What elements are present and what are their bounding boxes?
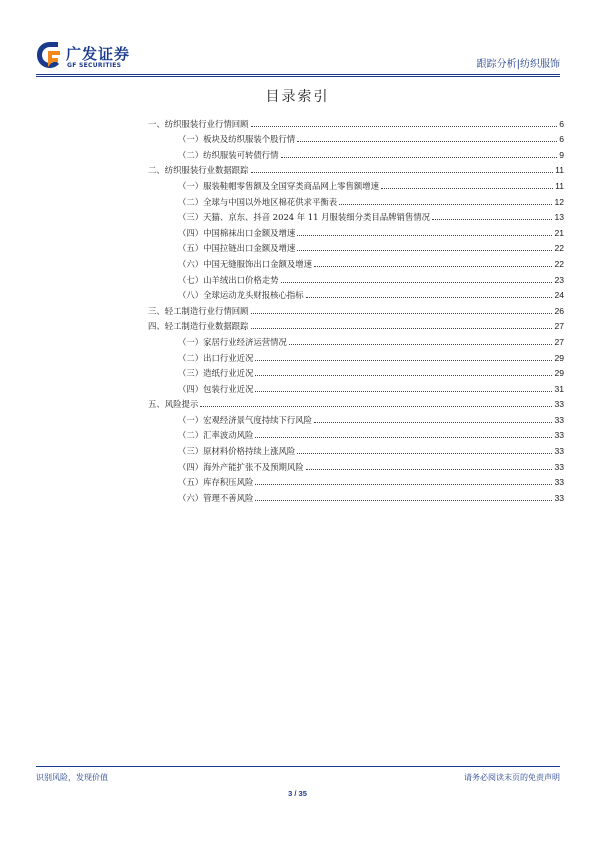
toc-dot-leader: [255, 436, 552, 438]
toc-dot-leader: [314, 265, 552, 267]
toc-subsection-entry[interactable]: [148, 425, 564, 441]
toc-subsection-entry[interactable]: [148, 191, 564, 207]
table-of-contents: [148, 113, 564, 503]
footer-disclaimer-note: 请务必阅读末页的免责声明: [464, 773, 560, 782]
toc-title: 目录索引: [265, 89, 330, 105]
toc-dot-leader: [306, 468, 553, 470]
toc-subsection-entry[interactable]: [148, 347, 564, 363]
toc-subsection-entry[interactable]: [148, 440, 564, 456]
toc-section-entry[interactable]: [148, 316, 564, 332]
toc-dot-leader: [432, 218, 552, 220]
toc-entry-page: 33: [554, 461, 564, 472]
toc-entry-page: 11: [555, 180, 564, 191]
footer-slogan: 识别风险，发现价值: [36, 773, 108, 782]
toc-entry-page: 33: [554, 446, 564, 457]
toc-dot-leader: [200, 405, 552, 407]
toc-entry-text: （七）山羊绒出口价格走势: [178, 274, 279, 285]
toc-subsection-entry[interactable]: [148, 144, 564, 160]
toc-subsection-entry[interactable]: [148, 175, 564, 191]
toc-entry-page: 11: [555, 165, 564, 176]
toc-entry-page: 33: [554, 492, 564, 503]
toc-entry-page: 13: [554, 212, 564, 223]
toc-entry-text: （一）板块及纺织服装个股行情: [178, 134, 296, 145]
toc-entry-text: （三）造纸行业近况: [178, 368, 254, 379]
toc-entry-page: 29: [554, 368, 564, 379]
toc-entry-text: （三）原材料价格持续上涨风险: [178, 446, 296, 457]
toc-entry-page: 23: [554, 274, 564, 285]
toc-entry-text: 二、纺织服装行业数据跟踪: [148, 165, 249, 176]
toc-dot-leader: [251, 171, 554, 173]
toc-subsection-entry[interactable]: [148, 409, 564, 425]
toc-entry-page: 31: [554, 383, 564, 394]
toc-entry-page: 12: [554, 196, 564, 207]
toc-entry-text: （五）库存积压风险: [178, 477, 254, 488]
toc-dot-leader: [255, 374, 552, 376]
toc-entry-page: 6: [559, 134, 564, 145]
toc-dot-leader: [339, 203, 552, 205]
toc-entry-text: （一）宏观经济景气度持续下行风险: [178, 414, 312, 425]
toc-dot-leader: [381, 187, 553, 189]
toc-entry-text: （六）中国无缝服饰出口金额及增速: [178, 258, 312, 269]
toc-subsection-entry[interactable]: [148, 487, 564, 503]
company-logo: [36, 40, 176, 74]
toc-dot-leader: [251, 312, 553, 314]
toc-subsection-entry[interactable]: [148, 331, 564, 347]
toc-dot-leader: [255, 390, 552, 392]
toc-dot-leader: [251, 125, 558, 127]
toc-dot-leader: [297, 452, 552, 454]
toc-dot-leader: [255, 499, 552, 501]
toc-entry-text: （四）中国棉袜出口金额及增速: [178, 227, 296, 238]
toc-dot-leader: [281, 156, 558, 158]
toc-dot-leader: [314, 421, 552, 423]
toc-entry-page: 22: [554, 258, 564, 269]
toc-entry-text: （二）出口行业近况: [178, 352, 254, 363]
toc-subsection-entry[interactable]: [148, 238, 564, 254]
toc-subsection-entry[interactable]: [148, 472, 564, 488]
page-number: 3 / 35: [288, 789, 307, 798]
toc-entry-page: 33: [554, 399, 564, 410]
toc-dot-leader: [297, 249, 552, 251]
toc-dot-leader: [281, 281, 553, 283]
toc-entry-text: （四）海外产能扩张不及预期风险: [178, 461, 304, 472]
toc-section-entry[interactable]: [148, 394, 564, 410]
toc-entry-page: 26: [554, 305, 564, 316]
gf-logo-icon: [36, 40, 64, 70]
toc-entry-text: （二）纺织服装可转债行情: [178, 149, 279, 160]
toc-dot-leader: [255, 483, 552, 485]
footer-divider: [36, 766, 560, 767]
toc-entry-page: 24: [554, 290, 564, 301]
toc-entry-text: 三、轻工制造行业行情回顾: [148, 305, 249, 316]
toc-dot-leader: [297, 234, 552, 236]
toc-subsection-entry[interactable]: [148, 222, 564, 238]
toc-entry-page: 27: [554, 336, 564, 347]
header-divider: [36, 74, 560, 75]
toc-entry-text: （二）全球与中国以外地区棉花供求平衡表: [178, 196, 338, 207]
toc-subsection-entry[interactable]: [148, 285, 564, 301]
page-header: [36, 40, 560, 74]
toc-section-entry[interactable]: [148, 300, 564, 316]
report-type-label: 跟踪分析|纺织服饰: [476, 59, 560, 70]
toc-entry-text: （一）服装鞋帽零售额及全国穿类商品网上零售额增速: [178, 180, 379, 191]
toc-entry-page: 27: [554, 321, 564, 332]
toc-section-entry[interactable]: [148, 160, 564, 176]
logo-english-name: GF SECURITIES: [67, 62, 122, 69]
toc-entry-page: 6: [559, 118, 564, 129]
toc-entry-page: 29: [554, 352, 564, 363]
header-divider-secondary: [36, 76, 560, 77]
toc-entry-text: （二）汇率波动风险: [178, 430, 254, 441]
toc-dot-leader: [289, 343, 553, 345]
toc-entry-text: 五、风险提示: [148, 399, 199, 410]
toc-entry-text: （六）管理不善风险: [178, 492, 254, 503]
toc-subsection-entry[interactable]: [148, 253, 564, 269]
toc-subsection-entry[interactable]: [148, 456, 564, 472]
toc-section-entry[interactable]: [148, 113, 564, 129]
toc-subsection-entry[interactable]: [148, 363, 564, 379]
toc-entry-page: 33: [554, 430, 564, 441]
toc-dot-leader: [297, 140, 557, 142]
toc-entry-page: 33: [554, 477, 564, 488]
toc-entry-text: 一、纺织服装行业行情回顾: [148, 118, 249, 129]
toc-entry-text: （八）全球运动龙头财报核心指标: [178, 290, 304, 301]
toc-entry-text: 四、轻工制造行业数据跟踪: [148, 321, 249, 332]
toc-entry-page: 22: [554, 243, 564, 254]
toc-entry-text: （五）中国拉链出口金额及增速: [178, 243, 296, 254]
toc-dot-leader: [306, 296, 553, 298]
toc-entry-text: （一）家居行业经济运营情况: [178, 336, 287, 347]
toc-entry-page: 21: [554, 227, 564, 238]
logo-chinese-name: 广发证券: [66, 45, 131, 63]
toc-subsection-entry[interactable]: [148, 129, 564, 145]
toc-dot-leader: [255, 359, 552, 361]
toc-entry-page: 33: [554, 414, 564, 425]
toc-subsection-entry[interactable]: [148, 378, 564, 394]
toc-entry-text: （三）天猫、京东、抖音 2024 年 11 月服装细分类目品牌销售情况: [178, 212, 430, 223]
toc-subsection-entry[interactable]: [148, 207, 564, 223]
toc-dot-leader: [251, 327, 553, 329]
toc-entry-text: （四）包装行业近况: [178, 383, 254, 394]
toc-subsection-entry[interactable]: [148, 269, 564, 285]
toc-entry-page: 9: [559, 149, 564, 160]
